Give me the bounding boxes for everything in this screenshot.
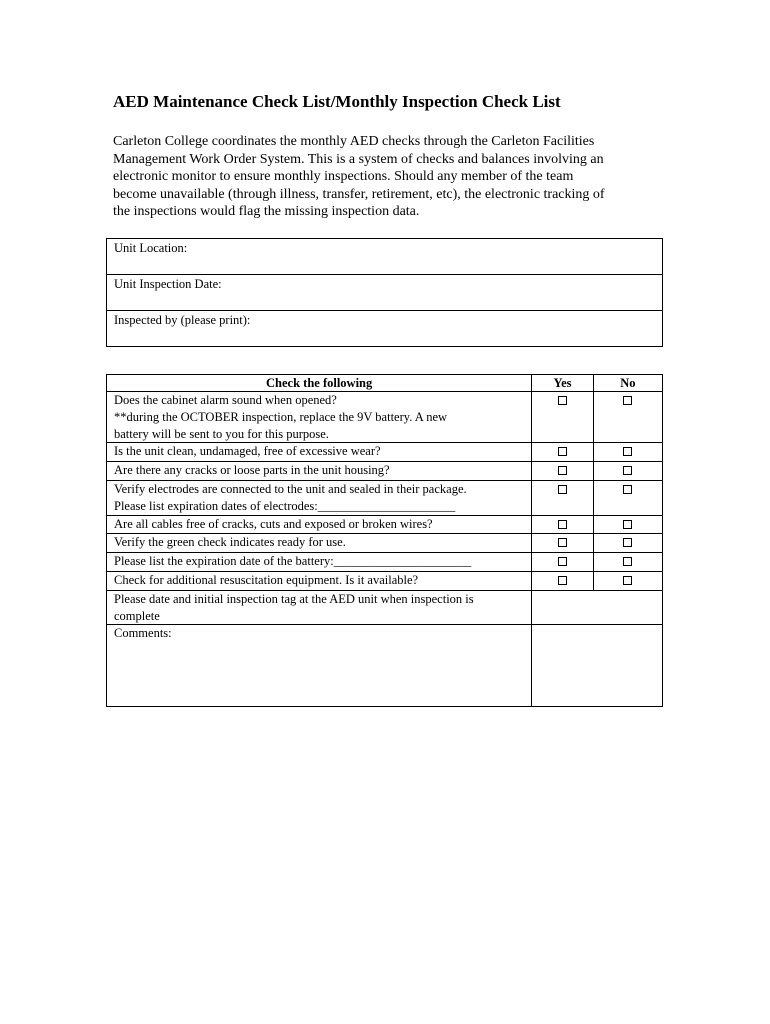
check-row bbox=[107, 480, 663, 515]
no-cell bbox=[593, 480, 662, 515]
no-cell bbox=[593, 571, 662, 590]
unit-info-table bbox=[106, 238, 663, 347]
question-line: Please list expiration dates of electrodes:______________________ bbox=[114, 498, 456, 513]
yes-checkbox[interactable] bbox=[558, 447, 567, 456]
intro-line: become unavailable (through illness, transfer, retirement, etc), the electronic tracking of bbox=[113, 186, 605, 202]
question-line: Verify electrodes are connected to the unit and sealed in their package. bbox=[114, 481, 467, 496]
check-question bbox=[107, 462, 532, 481]
check-row bbox=[107, 392, 663, 443]
no-cell bbox=[593, 553, 662, 572]
check-question bbox=[107, 443, 532, 462]
tag-instruction bbox=[107, 590, 532, 625]
comments-label: Comments: bbox=[114, 626, 172, 641]
yes-cell bbox=[532, 462, 593, 481]
yes-cell bbox=[532, 534, 593, 553]
no-checkbox[interactable] bbox=[623, 538, 632, 547]
yes-checkbox[interactable] bbox=[558, 576, 567, 585]
no-checkbox[interactable] bbox=[623, 520, 632, 529]
yes-checkbox[interactable] bbox=[558, 485, 567, 494]
yes-cell bbox=[532, 443, 593, 462]
check-row bbox=[107, 515, 663, 534]
check-row bbox=[107, 571, 663, 590]
check-header: Check the following bbox=[107, 375, 532, 392]
yes-header: Yes bbox=[532, 375, 593, 392]
intro-line: the inspections would flag the missing inspection data. bbox=[113, 204, 420, 219]
yes-checkbox[interactable] bbox=[558, 396, 567, 405]
comments-row bbox=[107, 625, 663, 707]
check-row bbox=[107, 534, 663, 553]
no-cell bbox=[593, 443, 662, 462]
yes-cell bbox=[532, 480, 593, 515]
yes-checkbox[interactable] bbox=[558, 466, 567, 475]
check-question bbox=[107, 480, 532, 515]
intro-paragraph bbox=[113, 133, 673, 221]
question-line: Are all cables free of cracks, cuts and exposed or broken wires? bbox=[114, 516, 433, 531]
check-row bbox=[107, 553, 663, 572]
no-header: No bbox=[593, 375, 662, 392]
no-checkbox[interactable] bbox=[623, 447, 632, 456]
yes-checkbox[interactable] bbox=[558, 520, 567, 529]
intro-line: electronic monitor to ensure monthly inspections. Should any member of the team bbox=[113, 169, 574, 184]
yes-checkbox[interactable] bbox=[558, 557, 567, 566]
no-cell bbox=[593, 462, 662, 481]
check-question bbox=[107, 392, 532, 443]
yes-cell bbox=[532, 392, 593, 443]
question-line: Please list the expiration date of the battery:______________________ bbox=[114, 554, 472, 569]
check-question bbox=[107, 515, 532, 534]
intro-line: Management Work Order System. This is a system of checks and balances involving an bbox=[113, 151, 604, 167]
question-line: Verify the green check indicates ready for use. bbox=[114, 535, 346, 550]
question-line: Please date and initial inspection tag at the AED unit when inspection is bbox=[114, 591, 474, 606]
yes-cell bbox=[532, 515, 593, 534]
tag-row bbox=[107, 590, 663, 625]
question-line: complete bbox=[114, 608, 160, 623]
question-line: Is the unit clean, undamaged, free of excessive wear? bbox=[114, 444, 381, 459]
check-row bbox=[107, 462, 663, 481]
check-question bbox=[107, 553, 532, 572]
question-line: Are there any cracks or loose parts in the unit housing? bbox=[114, 463, 390, 478]
inspection-date-field[interactable]: Unit Inspection Date: bbox=[107, 275, 663, 311]
question-line: **during the OCTOBER inspection, replace the 9V battery. A new bbox=[114, 409, 448, 424]
checklist-header-row bbox=[107, 375, 663, 392]
check-row bbox=[107, 443, 663, 462]
yes-cell bbox=[532, 571, 593, 590]
question-line: battery will be sent to you for this purpose. bbox=[114, 426, 329, 441]
no-cell bbox=[593, 392, 662, 443]
yes-checkbox[interactable] bbox=[558, 538, 567, 547]
no-cell bbox=[593, 534, 662, 553]
checklist-table bbox=[106, 374, 663, 707]
tag-answer-cell[interactable] bbox=[532, 590, 663, 625]
unit-location-field[interactable]: Unit Location: bbox=[107, 239, 663, 275]
comments-cell[interactable] bbox=[107, 625, 532, 707]
inspected-by-field[interactable]: Inspected by (please print): bbox=[107, 311, 663, 347]
no-checkbox[interactable] bbox=[623, 466, 632, 475]
no-checkbox[interactable] bbox=[623, 557, 632, 566]
check-question bbox=[107, 571, 532, 590]
question-line: Does the cabinet alarm sound when opened? bbox=[114, 393, 337, 407]
page-title: AED Maintenance Check List/Monthly Inspection Check List bbox=[113, 92, 561, 111]
no-checkbox[interactable] bbox=[623, 576, 632, 585]
intro-line: Carleton College coordinates the monthly AED checks through the Carleton Facilities bbox=[113, 134, 595, 149]
no-cell bbox=[593, 515, 662, 534]
question-line: Check for additional resuscitation equipment. Is it available? bbox=[114, 572, 419, 587]
yes-cell bbox=[532, 553, 593, 572]
check-question bbox=[107, 534, 532, 553]
no-checkbox[interactable] bbox=[623, 396, 632, 405]
no-checkbox[interactable] bbox=[623, 485, 632, 494]
comments-answer-cell[interactable] bbox=[532, 625, 663, 707]
